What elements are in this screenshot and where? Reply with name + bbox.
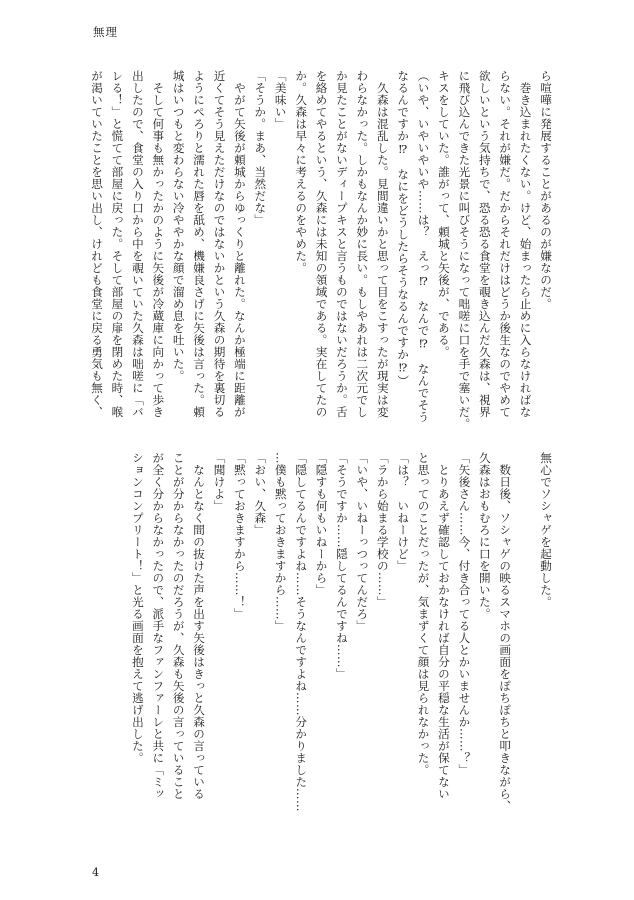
text-line: に飛び込んできた光景に叫びそうになって咄嗟に口を手で塞いだ。	[457, 70, 472, 430]
text-line: ことが分からなかったのだろうが、久森も矢後の言っていること	[171, 452, 186, 800]
text-line: 「矢後さん……今、付き合ってる人とかいませんか……？」	[457, 452, 472, 776]
text-line: 「そうか。まあ、当然だな」	[253, 70, 268, 226]
text-line: か。久森は早々に考えるのをやめた。	[294, 70, 309, 274]
text-line: そして何事も無かったかのように矢後が冷蔵庫に向かって歩き	[151, 70, 166, 418]
text-line: 数日後、ソシャゲの映るスマホの画面をぽちぽちと叩きながら、	[498, 452, 513, 812]
text-line: を絡めてやるという、久森には未知の領域である。実在してたの	[314, 70, 329, 418]
text-line: 「隠すも何もいねーから」	[314, 452, 329, 596]
text-line: 「美味い」	[273, 70, 288, 130]
text-line: ら喧嘩に発展することがあるのが嫌なのだ。	[539, 70, 553, 310]
text-line	[515, 452, 535, 752]
text-line: 「隠してるんですよね……そうなんですよね……分かりました……	[294, 452, 309, 812]
text-block-bottom	[127, 452, 556, 812]
text-line: が全く分からなかったので、派手なファンファーレと共に「ミッ	[151, 452, 166, 800]
text-line: キスをしていた。誰がって、頼城と矢後が、である。	[436, 70, 451, 358]
text-line: 「黙っておきますから……！」	[232, 452, 247, 620]
text-line: 「いや、いねーっつってんだろ」	[355, 452, 370, 632]
text-line: 「ラから始まる学校の……」	[375, 452, 390, 608]
text-line: 出したので、食堂の入り口から中を覗いていた久森は咄嗟に「バ	[130, 70, 145, 418]
text-block-top	[87, 70, 556, 430]
text-line: と思ってのことだったが、気まずくて顔は見られなかった。	[416, 452, 431, 776]
running-title: 無理	[93, 25, 118, 39]
text-line: 無心でソシャゲを起動した。	[539, 452, 553, 608]
text-line: 久森はおもむろに口を開いた。	[477, 452, 492, 620]
text-line: なんとなく間の抜けた声を出す矢後はきっと久森の言っている	[192, 452, 207, 800]
page-number: 4	[92, 866, 99, 879]
text-line: 欲しいという気持ちで、恐る恐る食堂を覗き込んだ久森は、視界	[477, 70, 492, 418]
text-line: 近くてそう見えただけなのではないかという久森の期待を裏切る	[212, 70, 227, 418]
text-line: とりあえず確認しておかなければ自分の平穏な生活が保てない	[436, 452, 451, 800]
text-line: ションコンプリート！」と光る画面を抱えて逃げ出した。	[130, 452, 145, 764]
text-line: が渇いていたことを思い出し、けれども食堂に戻る勇気も無く、	[90, 70, 105, 418]
text-line: なるんですか⁉ なにをどうしたらそうなるんですか⁉）	[396, 70, 411, 387]
text-line: 城はいつもと変わらない冷ややかな顔で溜め息を吐いた。	[171, 70, 186, 382]
text-line: わらなかった。しかもなんか妙に長い。もしやあれは二次元でし	[355, 70, 370, 418]
text-line: ようにぺろりと濡れた唇を舐め、機嫌良さげに矢後は言った。頼	[192, 70, 207, 418]
text-line: 「そうですか……隠してるんですね……」	[334, 452, 349, 680]
text-line: らない。それが嫌だ。だからそれだけはどうか後生なのでやめて	[498, 70, 513, 418]
text-line: 巻き込まれたくない。けど、始まったら止めに入らなければな	[518, 70, 533, 418]
text-line: 久森は混乱した。見間違いかと思って目をこすったが現実は変	[375, 70, 390, 418]
text-line: か見たことがないディープキスと言うものではないだろうか。舌	[334, 70, 349, 418]
text-line: やがて矢後が頼城からゆっくりと離れた。なんか極端に距離が	[232, 70, 247, 418]
text-line: 「聞けよ」	[212, 452, 227, 512]
text-line: …僕も黙っておきますから……」	[273, 452, 288, 632]
text-line: （いや、いやいやいや……は？ えっ⁉ なんで⁉ なんでそう	[416, 70, 431, 423]
text-line: 「は？ いねーけど」	[396, 452, 411, 572]
text-line: 「おい、久森」	[253, 452, 268, 536]
text-line: レる！」と慌てて部屋に戻った。そして部屋の扉を閉めた時、喉	[110, 70, 125, 418]
